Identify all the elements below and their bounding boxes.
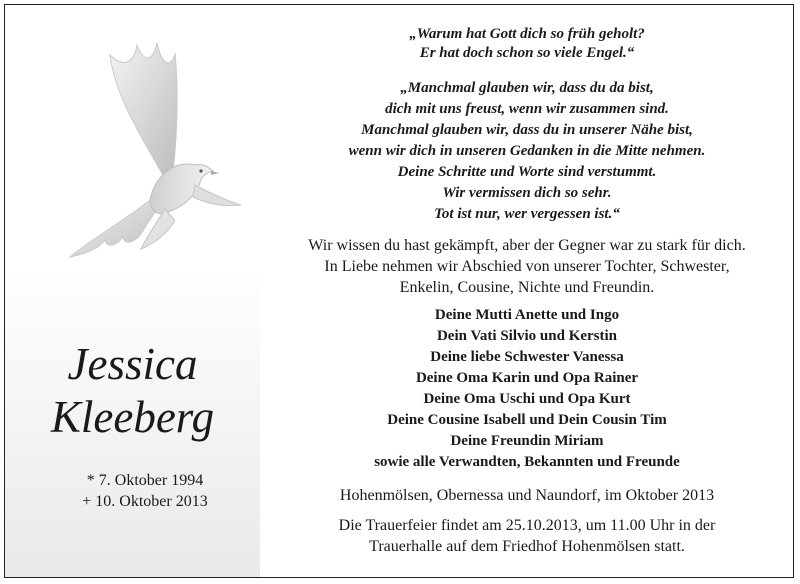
death-date: + 10. Oktober 2013 [82, 493, 208, 510]
dove-icon [45, 25, 245, 265]
life-dates [5, 470, 285, 512]
obituary-frame [4, 4, 794, 578]
first-name: Jessica [67, 339, 198, 389]
farewell-line: Enkelin, Cousine, Nichte und Freundin. [399, 279, 655, 296]
poem-line: „Manchmal glauben wir, dass du da bist, [400, 80, 654, 96]
family-member: Deine Oma Uschi und Opa Kurt [423, 391, 631, 407]
funeral-line: Trauerhalle auf dem Friedhof Hohenmölsen statt. [369, 538, 685, 555]
place-date: Hohenmölsen, Obernessa und Naundorf, im Oktober 2013 [339, 487, 715, 504]
family-member: Deine Freundin Miriam [450, 433, 604, 449]
poem-line: Er hat doch schon so viele Engel.“ [419, 45, 635, 61]
left-panel [5, 5, 260, 577]
poem-line: Manchmal glauben wir, dass du in unserer Nähe bist, [361, 122, 693, 138]
last-name: Kleeberg [50, 392, 215, 442]
family-member: Deine Cousine Isabell und Dein Cousin Tim [387, 412, 667, 428]
family-list [267, 305, 787, 473]
poem-line: Deine Schritte und Worte sind verstummt. [397, 164, 657, 180]
poem-2 [267, 78, 787, 225]
funeral-info [267, 515, 787, 557]
family-member: Deine Oma Karin und Opa Rainer [415, 370, 639, 386]
family-member: sowie alle Verwandten, Bekannten und Freunde [374, 454, 680, 470]
family-member: Deine Mutti Anette und Ingo [434, 307, 620, 323]
farewell-paragraph [267, 235, 787, 298]
funeral-line: Die Trauerfeier findet am 25.10.2013, um 11.00 Uhr in der [338, 517, 716, 534]
birth-date: * 7. Oktober 1994 [86, 472, 204, 489]
farewell-line: Wir wissen du hast gekämpft, aber der Gegner war zu stark für dich. [308, 237, 746, 254]
farewell-line: In Liebe nehmen wir Abschied von unserer Tochter, Schwester, [324, 258, 730, 275]
poem-line: wenn wir dich in unseren Gedanken in die Mitte nehmen. [348, 143, 706, 159]
poem-line: Wir vermissen dich so sehr. [442, 185, 612, 201]
family-member: Deine liebe Schwester Vanessa [430, 349, 624, 365]
family-member: Dein Vati Silvio und Kerstin [436, 328, 618, 344]
poem-line: „Warum hat Gott dich so früh geholt? [409, 26, 645, 42]
poem-1 [267, 25, 787, 63]
poem-line: Tot ist nur, wer vergessen ist.“ [434, 206, 620, 222]
poem-line: dich mit uns freust, wenn wir zusammen sind. [385, 101, 669, 117]
